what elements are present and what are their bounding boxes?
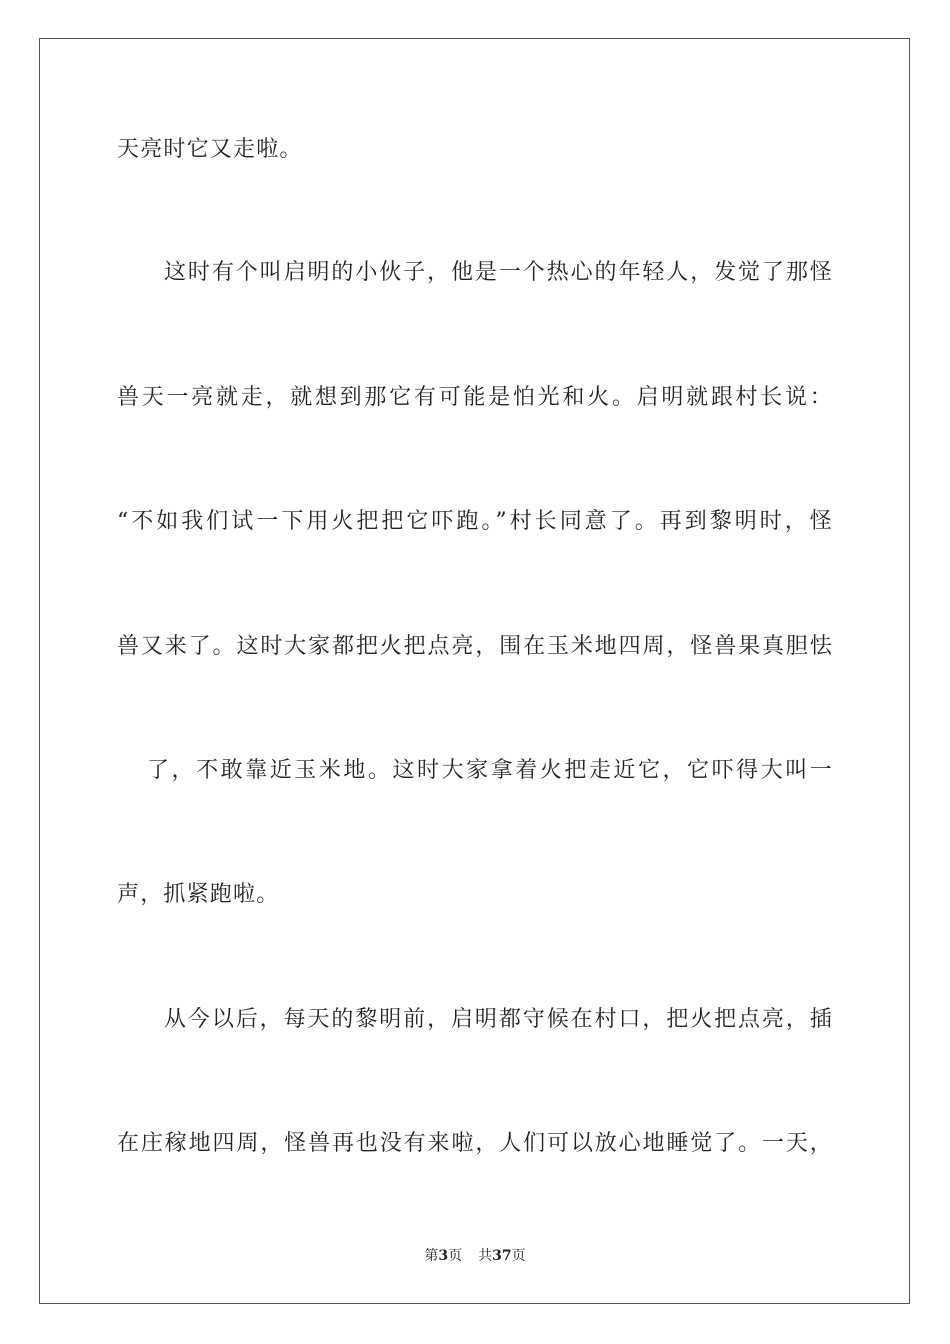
- page-border: [39, 38, 910, 1304]
- text-line: 在庄稼地四周，怪兽再也没有来啦，人们可以放心地睡觉了。一天，: [117, 1131, 833, 1156]
- text-line: 了，不敢靠近玉米地。这时大家拿着火把走近它，它吓得大叫一: [147, 758, 833, 783]
- text-line: 兽天一亮就走，就想到那它有可能是怕光和火。启明就跟村长说：: [117, 385, 833, 410]
- total-suffix: 页: [511, 1248, 526, 1264]
- page-footer: [0, 1245, 950, 1265]
- text-line: “不如我们试一下用火把把它吓跑。”村长同意了。再到黎明时，怪: [117, 509, 833, 534]
- text-line: 天亮时它又走啦。: [117, 137, 303, 162]
- text-line: 这时有个叫启明的小伙子，他是一个热心的年轻人，发觉了那怪: [164, 260, 833, 285]
- total-prefix: 共: [478, 1248, 493, 1264]
- total-pages: 37: [492, 1248, 512, 1264]
- page-prefix: 第: [424, 1248, 439, 1264]
- text-line: 从今以后，每天的黎明前，启明都守候在村口，把火把点亮，插: [164, 1007, 833, 1032]
- text-line: 兽又来了。这时大家都把火把点亮，围在玉米地四周，怪兽果真胆怯: [117, 634, 833, 659]
- text-line: 声，抓紧跑啦。: [117, 882, 280, 907]
- page-number: 3: [438, 1248, 449, 1264]
- page-suffix: 页: [448, 1248, 463, 1264]
